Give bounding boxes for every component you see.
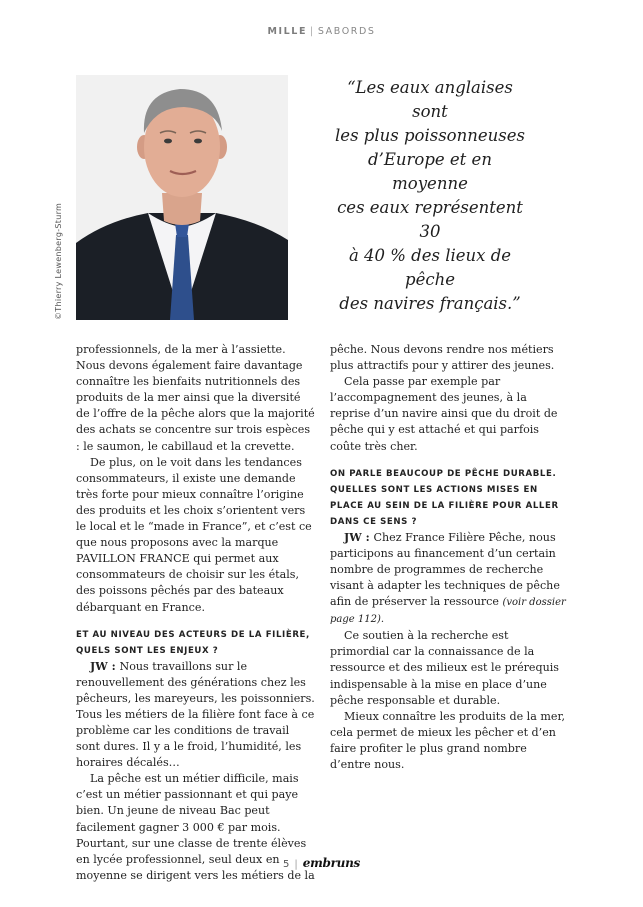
header-subsection: SABORDS (317, 26, 376, 37)
pull-quote-line: des navires français.” (339, 294, 521, 313)
interview-question: ET AU NIVEAU DES ACTEURS DE LA FILIÈRE, QUELS SONT LES ENJEUX ? (76, 629, 310, 656)
text-column-right (330, 342, 568, 773)
pull-quote-line: ces eaux représentent 30 (337, 198, 523, 241)
page-number: 5 (283, 859, 290, 870)
paragraph: Mieux connaître les produits de la mer, cela permet de mieux les pêcher et d’en faire profiter le plus grand nombre d’entre nous. (330, 709, 566, 771)
magazine-logo: embruns (302, 856, 360, 870)
speaker-initials: JW : (90, 659, 120, 673)
pull-quote-line: “Les eaux anglaises sont (347, 78, 513, 121)
paragraph: Cela passe par exemple par l’accompagnement des jeunes, à la reprise d’un navire ainsi que du droit de pêche qui y est attaché et qui parfois coûte très cher. (330, 375, 558, 453)
answer-text: Nous travaillons sur le renouvellement des générations chez les pêcheurs, les mareyeurs, les poissonniers. Tous les métiers de la filière font face à ce problème car les conditions de travail sont dures. Il y a le froid, l’humidité, les horaires décalés… (76, 659, 315, 770)
answer-text: Chez France Filière Pêche, nous participons au financement d’un certain nombre de programmes de recherche visant à adapter les techniques de pêche afin de préserver la ressource (330, 530, 560, 609)
photo-credit: ©Thierry Lewenberg-Sturm (54, 202, 63, 320)
paragraph: De plus, on le voit dans les tendances consommateurs, il existe une demande très forte pour mieux connaître l’origine des produits et les choix s’orientent vers le local et le “made in France”, et c’est ce que nous proposons avec la marque PAVILLON FRANCE qui permet aux consommateurs de choisir sur les étals, des poissons pêchés par des bateaux débarquant en France. (76, 455, 312, 614)
paragraph: La pêche est un métier difficile, mais c’est un métier passionnant et qui paye bien. Un jeune de niveau Bac peut facilement gagner 3 000 € par mois. Pourtant, sur une classe de trente élèves en lycée professionnel, seul deux en moyenne se dirigent vers les métiers de la (76, 772, 315, 882)
header-section: MILLE (267, 26, 308, 37)
footer-separator: | (294, 859, 298, 870)
running-header (0, 26, 643, 37)
interview-question: ON PARLE BEAUCOUP DE PÊCHE DURABLE. QUELLES SONT LES ACTIONS MISES EN PLACE AU SEIN DE LA FILIÈRE POUR ALLER DANS CE SENS ? (330, 468, 559, 527)
pull-quote (328, 76, 532, 316)
text-column-left (76, 342, 316, 884)
pull-quote-line: les plus poissonneuses (335, 126, 525, 145)
interview-answer (330, 530, 568, 629)
pull-quote-line: d’Europe et en moyenne (368, 150, 492, 193)
speaker-initials: JW : (344, 530, 374, 544)
interview-answer (76, 659, 316, 772)
pull-quote-line: à 40 % des lieux de pêche (348, 246, 512, 289)
portrait-illustration (76, 75, 288, 320)
header-separator: | (310, 26, 315, 37)
paragraph: Ce soutien à la recherche est primordial car la connaissance de la ressource et des milieux est le prérequis indispensable à la mise en place d’une pêche responsable et durable. (330, 629, 559, 707)
page-footer (0, 856, 643, 870)
portrait-photo (76, 75, 288, 320)
dossier-reference: (voir dossier page 112). (330, 597, 566, 626)
paragraph: professionnels, de la mer à l’assiette. Nous devons également faire davantage connaître les bienfaits nutritionnels des produits de la mer ainsi que la diversité de l’offre de la pêche alors que la majorité des achats se concentre sur trois espèces : le saumon, le cabillaud et la crevette. (76, 343, 315, 453)
paragraph: pêche. Nous devons rendre nos métiers plus attractifs pour y attirer des jeunes. (330, 343, 555, 373)
